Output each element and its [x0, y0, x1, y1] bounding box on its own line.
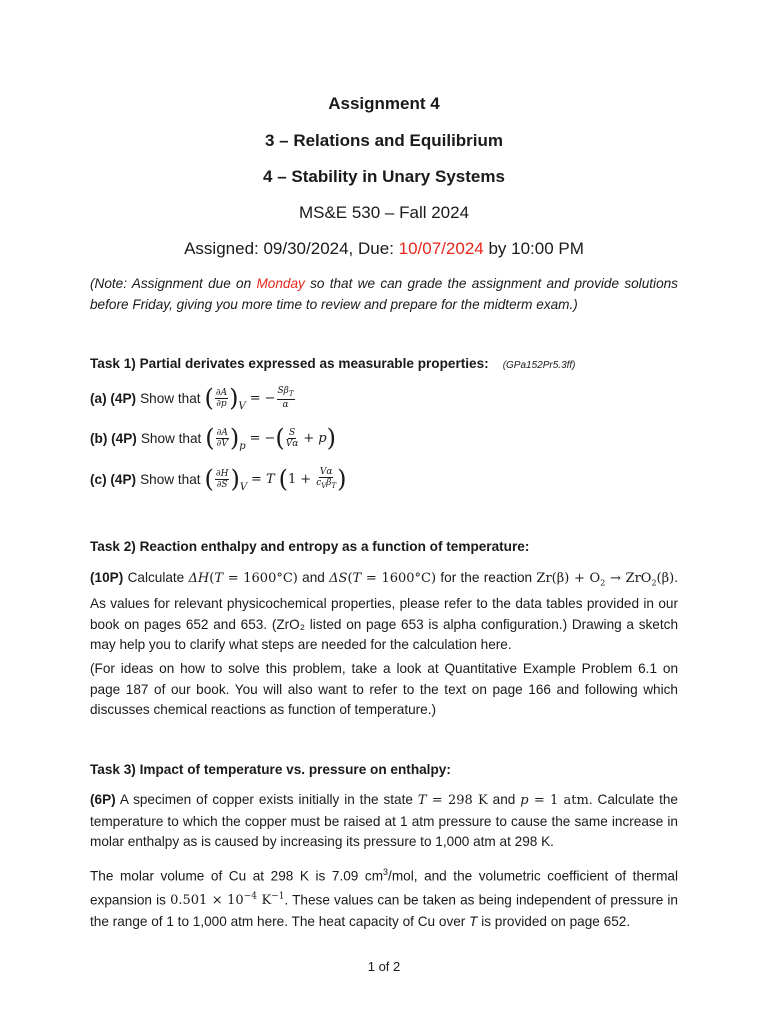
task1-reference: (GPa152Pr5.3ff): [502, 360, 576, 371]
part-c-show-that: Show that: [140, 471, 201, 487]
part-b-label: (b) (4P): [90, 430, 137, 446]
task3-expansion-text: /mol, and the volumetric coefficient of thermal expansion is: [90, 868, 679, 908]
task1-part-c: (c) (4P) Show that ( $\frac{\partial H}{\partial S}$ ) V = T ( 1 + $\frac{V\alpha}{c_V\beta_T}$ ): [90, 465, 347, 493]
part-a-show-that: Show that: [140, 390, 201, 406]
task3-molar-volume: The molar volume of Cu at 298 K is 7.09 cm: [90, 868, 384, 884]
topic-4-heading: 4 – Stability in Unary Systems: [263, 167, 505, 186]
task2-points: (10P): [90, 570, 124, 585]
task2-calc-text: Calculate: [127, 570, 185, 585]
course-heading: MS&E 530 – Fall 2024: [298, 203, 470, 222]
task2-title: Task 2) Reaction enthalpy and entropy as a function of temperature:: [90, 539, 530, 554]
task3-points: (6P): [90, 792, 116, 807]
document-page: [90, 0, 678, 1024]
note-prefix: (Note: Assignment due on: [90, 276, 257, 291]
task3-paragraph-1: (6P) A specimen of copper exists initially in the state T = 298 K and p = 1 atm. Calculate the temperature to which the copper must be raised at 1 atm pressure to cause the same increase in molar enthalpy as is caused by increasing its pressure to 1,000 atm at 298 K.: [90, 792, 678, 849]
due-date: 10/07/2024: [398, 239, 484, 258]
task3-state-text: A specimen of copper exists initially in the state: [119, 792, 413, 807]
task3-heat-capacity-text: is provided on page 652.: [481, 913, 631, 929]
part-b-show-that: Show that: [140, 430, 202, 446]
task3-and-text: and: [492, 792, 516, 807]
task2-reaction-text: for the reaction: [440, 570, 533, 585]
note-suffix: so that we can grade the assignment and provide solutions before Friday, giving you more time to review and prepare for the midterm exam.): [90, 276, 678, 312]
note-day: Monday: [256, 276, 305, 291]
task3-title: Task 3) Impact of temperature vs. pressure on enthalpy:: [90, 762, 451, 777]
task1-part-b: (b) (4P) Show that ( $\frac{\partial A}{\partial V}$ ) p = − ( $\frac{S}{V\alpha}$ + p ): [90, 424, 336, 452]
task2-paragraph-1: (10P) Calculate ΔH(T = 1600°C) and ΔS(T = 1600°C) for the reaction $Zr(\beta) + O_2 \to ZrO_2(\beta)$. As values for relevant physicochemical properties, please refer to the data tables provided in our book on pages 652 and 653. (ZrO₂ listed on page 653 is alpha configuration.) Drawing a sketch may help you to clarify what steps are needed for the calculation here.: [90, 570, 678, 653]
task3-independence-text: . These values can be taken as being independent of pressure in the range of 1 to 1,000 atm here. The heat capacity of Cu over: [90, 892, 678, 929]
due-time: by 10:00 PM: [483, 239, 584, 258]
page-number: 1 of 2: [367, 959, 401, 974]
due-note: [90, 273, 678, 315]
task1-part-a: (a) (4P) Show that ( $\frac{\partial A}{\partial p}$ ) V = − $\frac{S\beta_T}{\alpha}$: [90, 384, 294, 412]
task2-paragraph-2: (For ideas on how to solve this problem, take a look at Quantitative Example Problem 6.1 on page 187 of our book. You will also want to refer to the text on page 166 and following which discusses chemical reactions as function of temperature.): [90, 661, 678, 717]
task1-title: [90, 356, 576, 371]
task2-and-text: and: [302, 570, 325, 585]
task3-question: . Calculate the temperature to which the copper must be raised at 1 atm pressure to cause the same increase in molar enthalpy as is caused by increasing its pressure to 1,000 atm at 298 K.: [90, 792, 678, 849]
task3-paragraph-2: The molar volume of Cu at 298 K is 7.09 $cm^3$/mol, and the volumetric coefficient of thermal expansion is $0.501 \times 10^{-4}$ $K^{-1}$. These values can be taken as being independent of pressure in the range of 1 to 1,000 atm here. The heat capacity of Cu over T is provided on page 652.: [90, 867, 679, 929]
assignment-title: Assignment 4: [328, 94, 440, 113]
task2-instructions: . As values for relevant physicochemical properties, please refer to the data tables provided in our book on pages 652 and 653. (ZrO₂ listed on page 653 is alpha configuration.) Drawing a sketch may help you to clarify what steps are needed for the calculation here.: [90, 570, 678, 653]
dates-line: [90, 239, 678, 259]
part-c-label: (c) (4P): [90, 471, 137, 487]
part-a-label: (a) (4P): [90, 390, 137, 406]
task1-title-text: Task 1) Partial derivates expressed as measurable properties:: [90, 356, 489, 371]
assigned-text: Assigned: 09/30/2024, Due:: [184, 239, 399, 258]
topic-3-heading: 3 – Relations and Equilibrium: [264, 131, 504, 150]
